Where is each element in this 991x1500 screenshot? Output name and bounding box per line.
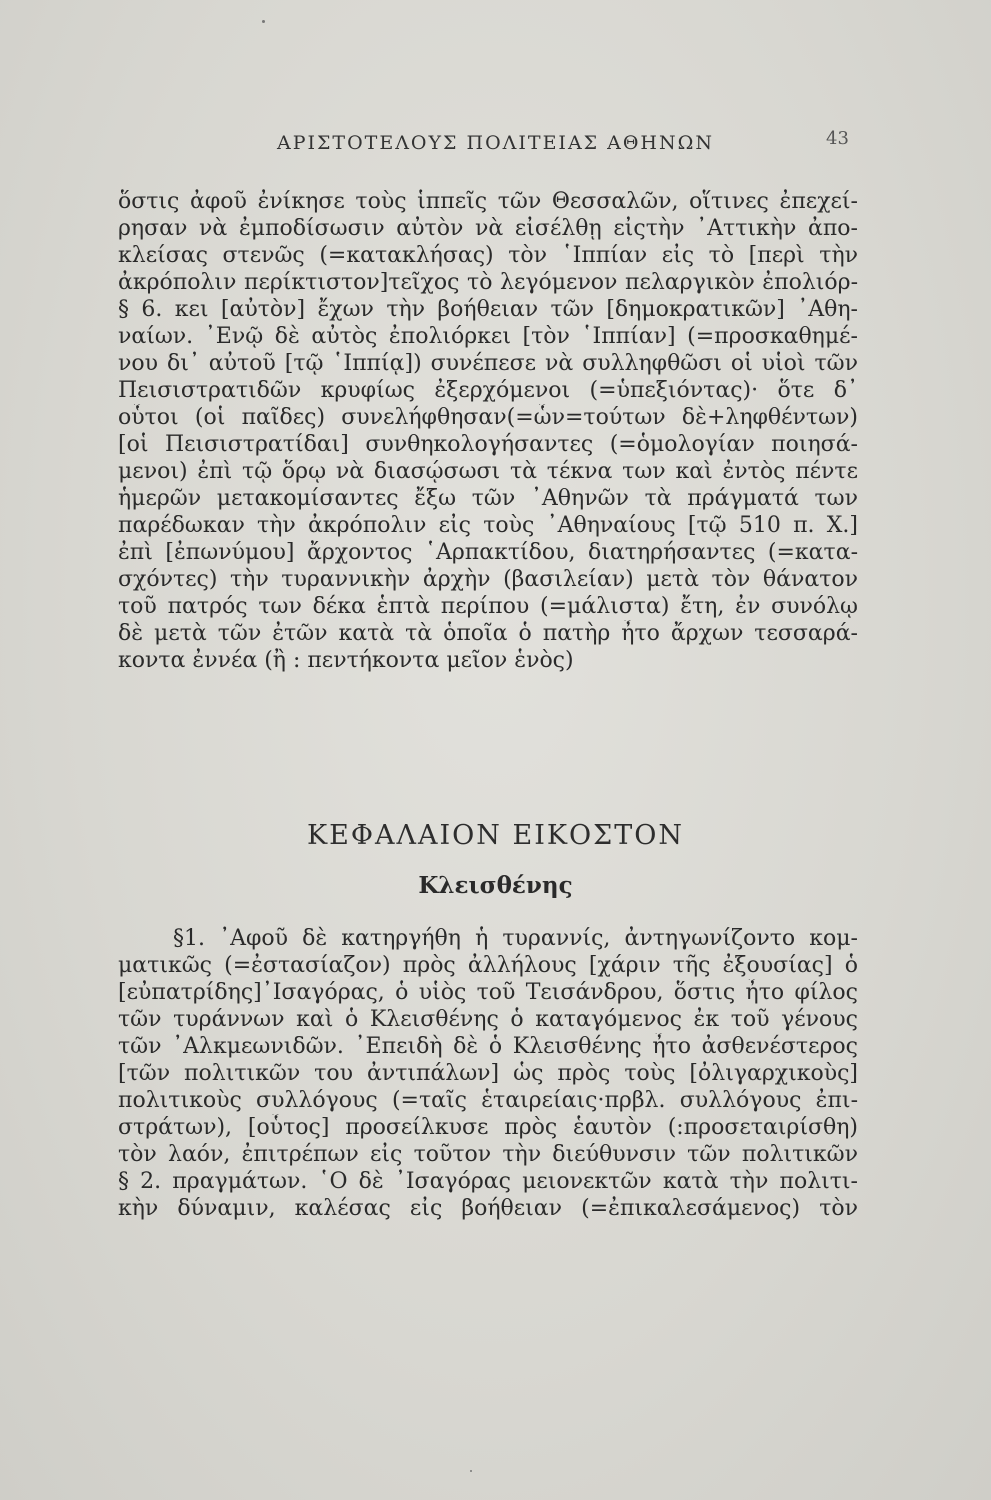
running-title: ΑΡΙΣΤΟΤΕΛΟΥΣ ΠΟΛΙΤΕΙΑΣ ΑΘΗΝΩΝ	[276, 132, 715, 154]
text-line: κοντα ἐννέα (ἢ : πεντήκοντα μεῖον ἑνὸς)	[118, 648, 574, 673]
text-line: πολιτικοὺς συλλόγους (=ταῖς ἑταιρείαις·πρβλ. συλλόγους ἐπι-	[118, 1088, 858, 1113]
text-line: κὴν δύναμιν, καλέσας εἰς βοήθειαν (=ἐπικαλεσάμενος) τὸν	[118, 1196, 858, 1221]
text-line: στράτων), [οὗτος] προσείλκυσε πρὸς ἑαυτὸν (:προσεταιρίσθη)	[118, 1115, 858, 1140]
text-line: [οἱ Πεισιστρατίδαι] συνθηκολογήσαντες (=ὁμολογίαν ποιησά-	[118, 432, 858, 457]
page-number: 43	[826, 128, 849, 149]
text-line: ναίων. ᾿Ενῷ δὲ αὐτὸς ἐπολιόρκει [τὸν ῾Ιππίαν] (=προσκαθημέ-	[118, 324, 858, 349]
text-line: § 2. πραγμάτων. ῾Ο δὲ ᾿Ισαγόρας μειονεκτῶν κατὰ τὴν πολιτι-	[118, 1169, 858, 1194]
text-line: τοῦ πατρός των δέκα ἑπτὰ περίπου (=μάλιστα) ἔτη, ἐν συνόλῳ	[118, 594, 858, 619]
text-line: ρησαν νὰ ἐμποδίσωσιν αὐτὸν νὰ εἰσέλθῃ εἰςτὴν ᾿Αττικὴν ἀπο-	[118, 216, 858, 241]
text-line: § 6. κει [αὐτὸν] ἔχων τὴν βοήθειαν τῶν [δημοκρατικῶν] ᾿Αθη-	[118, 297, 858, 322]
text-line: τῶν ᾿Αλκμεωνιδῶν. ᾿Επειδὴ δὲ ὁ Κλεισθένης ἦτο ἀσθενέστερος	[118, 1034, 858, 1059]
text-line: ἐπὶ [ἐπωνύμου] ἄρχοντος ῾Αρπακτίδου, διατηρήσαντες (=κατα-	[118, 540, 858, 565]
text-line: §1. ᾿Αφοῦ δὲ κατηργήθη ἡ τυραννίς, ἀντηγωνίζοντο κομ-	[173, 926, 858, 951]
text-line: [τῶν πολιτικῶν του ἀντιπάλων] ὡς πρὸς τοὺς [ὀλιγαρχικοὺς]	[118, 1061, 858, 1086]
text-line: μενοι) ἐπὶ τῷ ὅρῳ νὰ διασῴσωσι τὰ τέκνα των καὶ ἐντὸς πέντε	[118, 459, 858, 484]
text-line: ὅστις ἀφοῦ ἐνίκησε τοὺς ἱππεῖς τῶν Θεσσαλῶν, οἵτινες ἐπεχεί-	[118, 189, 858, 214]
text-block-top	[118, 188, 858, 674]
text-line: [εὐπατρίδης]᾿Ισαγόρας, ὁ υἱὸς τοῦ Τεισάνδρου, ὅστις ἦτο φίλος	[118, 980, 858, 1005]
text-line: παρέδωκαν τὴν ἀκρόπολιν εἰς τοὺς ᾿Αθηναίους [τῷ 510 π. Χ.]	[118, 513, 858, 538]
paper-speck	[470, 1470, 472, 1472]
chapter-subtitle: Κλεισθένης	[418, 872, 573, 899]
text-line: δὲ μετὰ τῶν ἐτῶν κατὰ τὰ ὁποῖα ὁ πατὴρ ἦτο ἄρχων τεσσαρά-	[118, 621, 858, 646]
paper-speck	[262, 20, 265, 23]
text-line: ματικῶς (=ἐστασίαζον) πρὸς ἀλλήλους [χάριν τῆς ἐξουσίας] ὁ	[118, 953, 858, 978]
text-line: ἡμερῶν μετακομίσαντες ἔξω τῶν ᾿Αθηνῶν τὰ πράγματά των	[118, 486, 858, 511]
text-line: ἀκρόπολιν περίκτιστον]τεῖχος τὸ λεγόμενον πελαργικὸν ἐπολιόρ-	[118, 270, 858, 295]
text-line: οὗτοι (οἱ παῖδες) συνελήφθησαν(=ὧν=τούτων δὲ+ληφθέντων)	[118, 405, 858, 430]
text-block-bottom	[118, 925, 858, 1222]
text-line: νου δι᾿ αὐτοῦ [τῷ ῾Ιππίᾳ]) συνέπεσε νὰ συλληφθῶσι οἱ υἱοὶ τῶν	[118, 351, 858, 376]
text-line: Πεισιστρατιδῶν κρυφίως ἐξερχόμενοι (=ὑπεξιόντας)· ὅτε δ᾿	[118, 378, 858, 403]
text-line: κλείσας στενῶς (=κατακλήσας) τὸν ῾Ιππίαν εἰς τὸ [περὶ τὴν	[118, 243, 858, 268]
text-line: τὸν λαόν, ἐπιτρέπων εἰς τοῦτον τὴν διεύθυνσιν τῶν πολιτικῶν	[118, 1142, 858, 1167]
text-line: σχόντες) τὴν τυραννικὴν ἀρχὴν (βασιλείαν) μετὰ τὸν θάνατον	[118, 567, 858, 592]
text-line: τῶν τυράννων καὶ ὁ Κλεισθένης ὁ καταγόμενος ἐκ τοῦ γένους	[118, 1007, 858, 1032]
chapter-heading: ΚΕΦΑΛΑΙΟΝ ΕΙΚΟΣΤΟΝ	[306, 820, 685, 851]
